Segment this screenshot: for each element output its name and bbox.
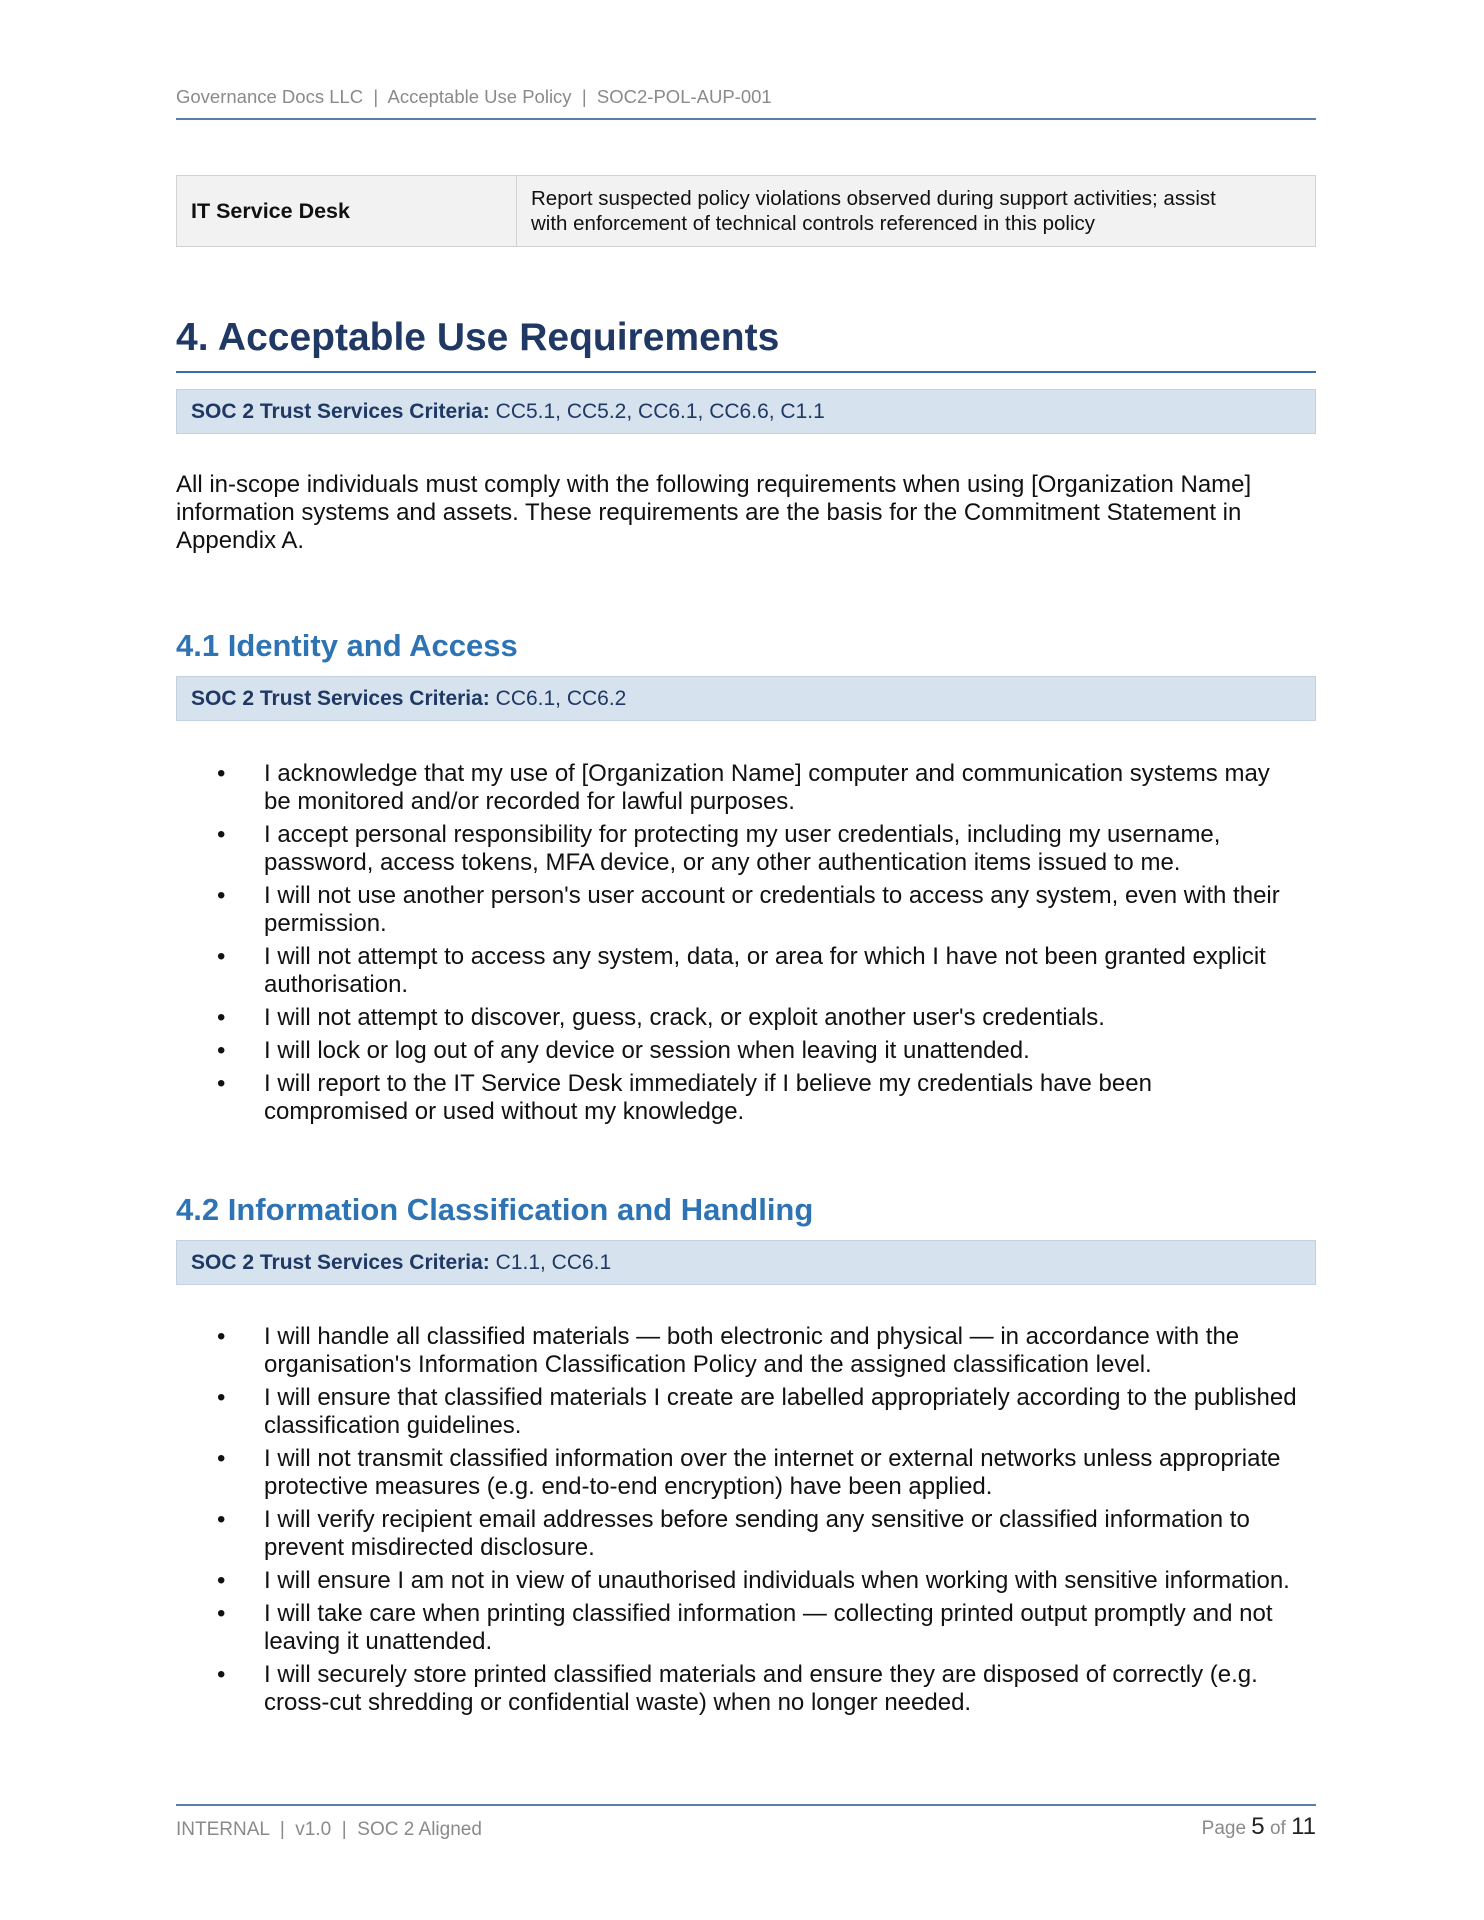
header-rule xyxy=(176,118,1316,120)
list-item xyxy=(176,943,1316,999)
list-item-line: I will not use another person's user account or credentials to access any system, even with their xyxy=(264,882,1280,909)
list-item-line: I will not transmit classified information over the internet or external networks unless appropriate xyxy=(264,1445,1281,1472)
roles-table xyxy=(176,175,1316,247)
list-item xyxy=(176,1600,1316,1656)
list-item xyxy=(176,1445,1316,1501)
list-item-line: cross-cut shredding or confidential waste) when no longer needed. xyxy=(264,1689,972,1716)
subsection-title: 4.2 Information Classification and Handling xyxy=(176,1192,814,1227)
section-title: 4. Acceptable Use Requirements xyxy=(176,316,780,359)
list-item-line: I will lock or log out of any device or session when leaving it unattended. xyxy=(264,1037,1030,1064)
bullet-icon: • xyxy=(217,1037,226,1064)
criteria-label: SOC 2 Trust Services Criteria: xyxy=(191,1251,490,1274)
list-item-line: I acknowledge that my use of [Organization Name] computer and communication systems may xyxy=(264,760,1270,787)
list-item-line: I will not attempt to discover, guess, crack, or exploit another user's credentials. xyxy=(264,1004,1105,1031)
section-title-rule xyxy=(176,371,1316,373)
bullet-icon: • xyxy=(217,882,226,909)
list-item-line: I accept personal responsibility for protecting my user credentials, including my username, xyxy=(264,821,1221,848)
bullet-icon: • xyxy=(217,760,226,787)
requirements-list xyxy=(176,760,1316,1131)
list-item-line: password, access tokens, MFA device, or any other authentication items issued to me. xyxy=(264,849,1181,876)
list-item-line: I will ensure that classified materials I create are labelled appropriately according to the published xyxy=(264,1384,1297,1411)
page-number xyxy=(1202,1813,1316,1841)
role-description-line: with enforcement of technical controls referenced in this policy xyxy=(531,212,1096,235)
list-item xyxy=(176,821,1316,877)
criteria-box xyxy=(176,676,1316,721)
list-item-line: authorisation. xyxy=(264,971,409,998)
of-word: of xyxy=(1269,1818,1286,1839)
list-item-line: I will not attempt to access any system, data, or area for which I have not been granted explicit xyxy=(264,943,1266,970)
page-current: 5 xyxy=(1251,1813,1265,1840)
list-item xyxy=(176,1004,1316,1032)
subsection-title: 4.1 Identity and Access xyxy=(176,628,518,663)
role-name-cell: IT Service Desk xyxy=(177,176,517,247)
bullet-icon: • xyxy=(217,1445,226,1472)
bullet-icon: • xyxy=(217,1567,226,1594)
list-item-line: prevent misdirected disclosure. xyxy=(264,1534,595,1561)
list-item-line: I will securely store printed classified materials and ensure they are disposed of correctly (e.g. xyxy=(264,1661,1258,1688)
table-row xyxy=(177,176,1316,247)
list-item-line: I will take care when printing classified information — collecting printed output promptly and not xyxy=(264,1600,1273,1627)
footer-rule xyxy=(176,1804,1316,1806)
criteria-value: CC5.1, CC5.2, CC6.1, CC6.6, C1.1 xyxy=(489,400,825,423)
running-header: Governance Docs LLC | Acceptable Use Policy | SOC2-POL-AUP-001 xyxy=(176,86,772,107)
running-footer: INTERNAL | v1.0 | SOC 2 Aligned xyxy=(176,1819,482,1840)
requirements-list xyxy=(176,1323,1316,1722)
list-item-line: be monitored and/or recorded for lawful purposes. xyxy=(264,788,795,815)
list-item xyxy=(176,882,1316,938)
page-total: 11 xyxy=(1291,1813,1316,1840)
intro-line: information systems and assets. These requirements are the basis for the Commitment Statement in xyxy=(176,499,1242,526)
list-item xyxy=(176,1070,1316,1126)
list-item-line: organisation's Information Classification Policy and the assigned classification level. xyxy=(264,1351,1152,1378)
criteria-label: SOC 2 Trust Services Criteria: xyxy=(191,400,490,423)
list-item-line: I will verify recipient email addresses before sending any sensitive or classified information to xyxy=(264,1506,1250,1533)
bullet-icon: • xyxy=(217,1323,226,1350)
list-item-line: classification guidelines. xyxy=(264,1412,522,1439)
list-item xyxy=(176,1323,1316,1379)
bullet-icon: • xyxy=(217,1506,226,1533)
list-item xyxy=(176,1567,1316,1595)
bullet-icon: • xyxy=(217,943,226,970)
bullet-icon: • xyxy=(217,1384,226,1411)
role-description-cell xyxy=(517,176,1316,247)
bullet-icon: • xyxy=(217,1600,226,1627)
role-description-line: Report suspected policy violations observed during support activities; assist xyxy=(531,187,1216,210)
criteria-value: C1.1, CC6.1 xyxy=(489,1251,612,1274)
section-intro xyxy=(176,471,1316,555)
list-item-line: permission. xyxy=(264,910,387,937)
criteria-box xyxy=(176,389,1316,434)
page-word: Page xyxy=(1201,1818,1247,1839)
bullet-icon: • xyxy=(217,1661,226,1688)
list-item xyxy=(176,1506,1316,1562)
list-item-line: protective measures (e.g. end-to-end encryption) have been applied. xyxy=(264,1473,993,1500)
bullet-icon: • xyxy=(217,1070,226,1097)
criteria-value: CC6.1, CC6.2 xyxy=(489,687,627,710)
bullet-icon: • xyxy=(217,821,226,848)
criteria-label: SOC 2 Trust Services Criteria: xyxy=(191,687,490,710)
list-item-line: leaving it unattended. xyxy=(264,1628,493,1655)
bullet-icon: • xyxy=(217,1004,226,1031)
list-item-line: compromised or used without my knowledge. xyxy=(264,1098,745,1125)
list-item xyxy=(176,1037,1316,1065)
list-item xyxy=(176,760,1316,816)
intro-line: All in-scope individuals must comply with the following requirements when using [Organization Name] xyxy=(176,471,1252,498)
list-item-line: I will report to the IT Service Desk immediately if I believe my credentials have been xyxy=(264,1070,1152,1097)
list-item-line: I will ensure I am not in view of unauthorised individuals when working with sensitive information. xyxy=(264,1567,1290,1594)
list-item xyxy=(176,1384,1316,1440)
criteria-box xyxy=(176,1240,1316,1285)
list-item xyxy=(176,1661,1316,1717)
intro-line: Appendix A. xyxy=(176,527,305,554)
list-item-line: I will handle all classified materials — both electronic and physical — in accordance with the xyxy=(264,1323,1240,1350)
